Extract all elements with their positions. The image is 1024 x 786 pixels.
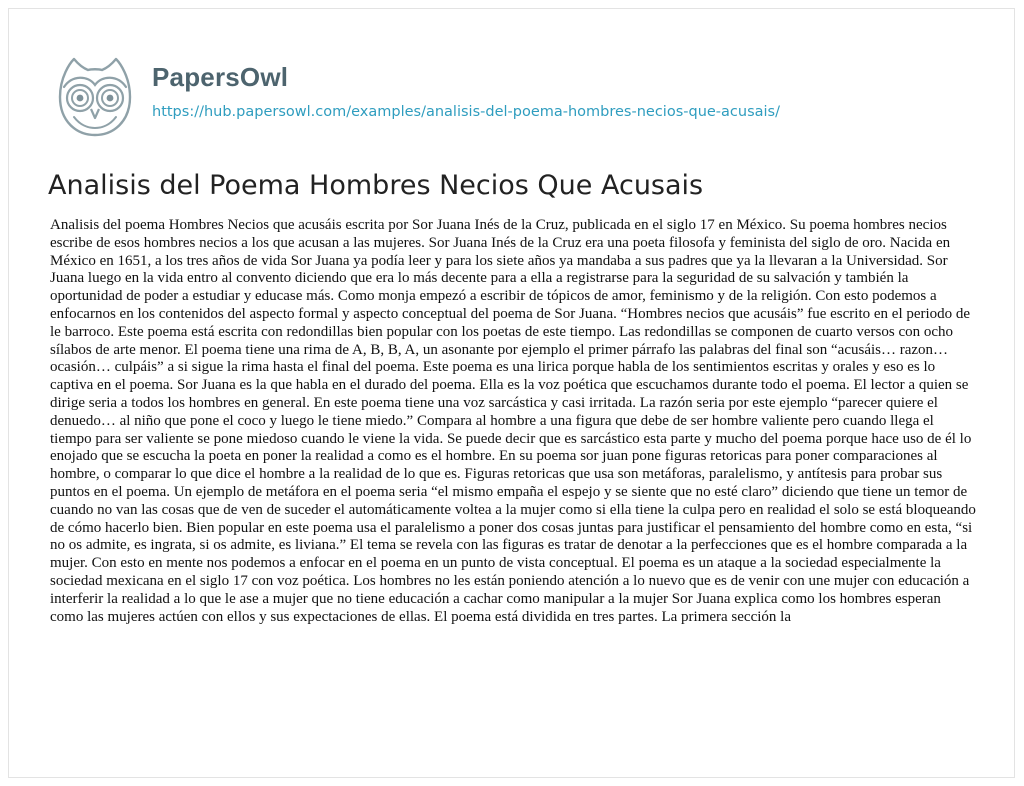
brand-block [152,62,780,120]
brand-name[interactable]: PapersOwl [152,62,289,92]
site-header [50,50,780,140]
owl-logo-icon [50,51,140,141]
essay-body: Analisis del poema Hombres Necios que acusáis escrita por Sor Juana Inés de la Cruz, publicada en el siglo 17 en México. Su poema hombres necios escribe de esos hombres necios a los que acusan a las mujeres. Sor Juana Inés de la Cruz era una poeta filosofa y feminista del siglo de oro. Nacida en México en 1651, a los tres años de vida Sor Juana ya podía leer y para los siete años ya mandaba a sus padres que ya la llevaran a la Universidad. Sor Juana luego en la vida entro al convento diciendo que era lo más decente para a ella a registrarse para la seguridad de su salvación y también la oportunidad de poder a estudiar y educase más. Como monja empezó a escribir de tópicos de amor, feminismo y de la religión. Con esto podemos a enfocarnos en los contenidos del aspecto formal y aspecto conceptual del poema de Sor Juana. “Hombres necios que acusáis” fue escrito en el periodo de le barroco. Este poema está escrita con redondillas bien popular con los poetas de este tiempo. Las redondillas se componen de cuarto versos con ocho sílabos de arte menor. El poema tiene una rima de A, B, B, A, un asonante por ejemplo el primer párrafo las palabras del final son “acusáis… razon… ocasión… culpáis” a si sigue la rima hasta el final del poema. Este poema es una lirica porque habla de los sentimientos escritas y orales y eso es lo captiva en el poema. Sor Juana es la que habla en el durado del poema. Ella es la voz poética que escuchamos durante todo el poema. El lector a quien se dirige seria a todos los hombres en general. En este poema tiene una voz sarcástica y casi irritada. La razón seria por este ejemplo “parecer quiere el denuedo… al niño que pone el coco y luego le tiene miedo.” Compara al hombre a una figura que debe de ser hombre valiente pero cuando llega el tiempo para ser valiente se pone miedoso cuando le viene la vida. Se puede decir que es sarcástico esta parte y mucho del poema porque hace uso de él lo enojado que se escucha la poeta en poner la realidad a como es el hombre. En su poema sor juan pone figuras retoricas para poner comparaciones al hombre, o comparar lo que dice el hombre a la realidad de lo que es. Figuras retoricas que usa son metáforas, paralelismo, y antítesis para probar sus puntos en el poema. Un ejemplo de metáfora en el poema seria “el mismo empaña el espejo y se siente que no esté claro” diciendo que tiene un temor de cuando no van las cosas que de ven de suceder el automáticamente voltea a la mujer como si ella tiene la culpa pero en realidad el solo se está bloqueando de cómo hacerlo bien. Bien popular en este poema usa el paralelismo a poner dos cosas juntas para justificar el pensamiento del hombre como en esta, “si no os admite, es ingrata, si os admite, es liviana.” El tema se revela con las figuras es tratar de denotar a la perfecciones que es el hombre comparada a la mujer. Con esto en mente nos podemos a enfocar en el poema en un punto de vista conceptual. El poema es un ataque a la sociedad especialmente la sociedad mexicana en el siglo 17 con voz poética. Los hombres no les están poniendo atención a lo nuevo que es de venir con une mujer con educación a interferir la realidad a lo que le ase a mujer que no tiene educación a cachar como manipular a la mujer Sor Juana explica como los hombres esperan como las mujeres actúen con ellos y sus expectaciones de ellas. El poema está dividida en tres partes. La primera sección la [50,217,976,625]
source-url-link[interactable]: https://hub.papersowl.com/examples/analisis-del-poema-hombres-necios-que-acusais/ [152,104,780,120]
page-title: Analisis del Poema Hombres Necios Que Acusais [48,170,704,201]
